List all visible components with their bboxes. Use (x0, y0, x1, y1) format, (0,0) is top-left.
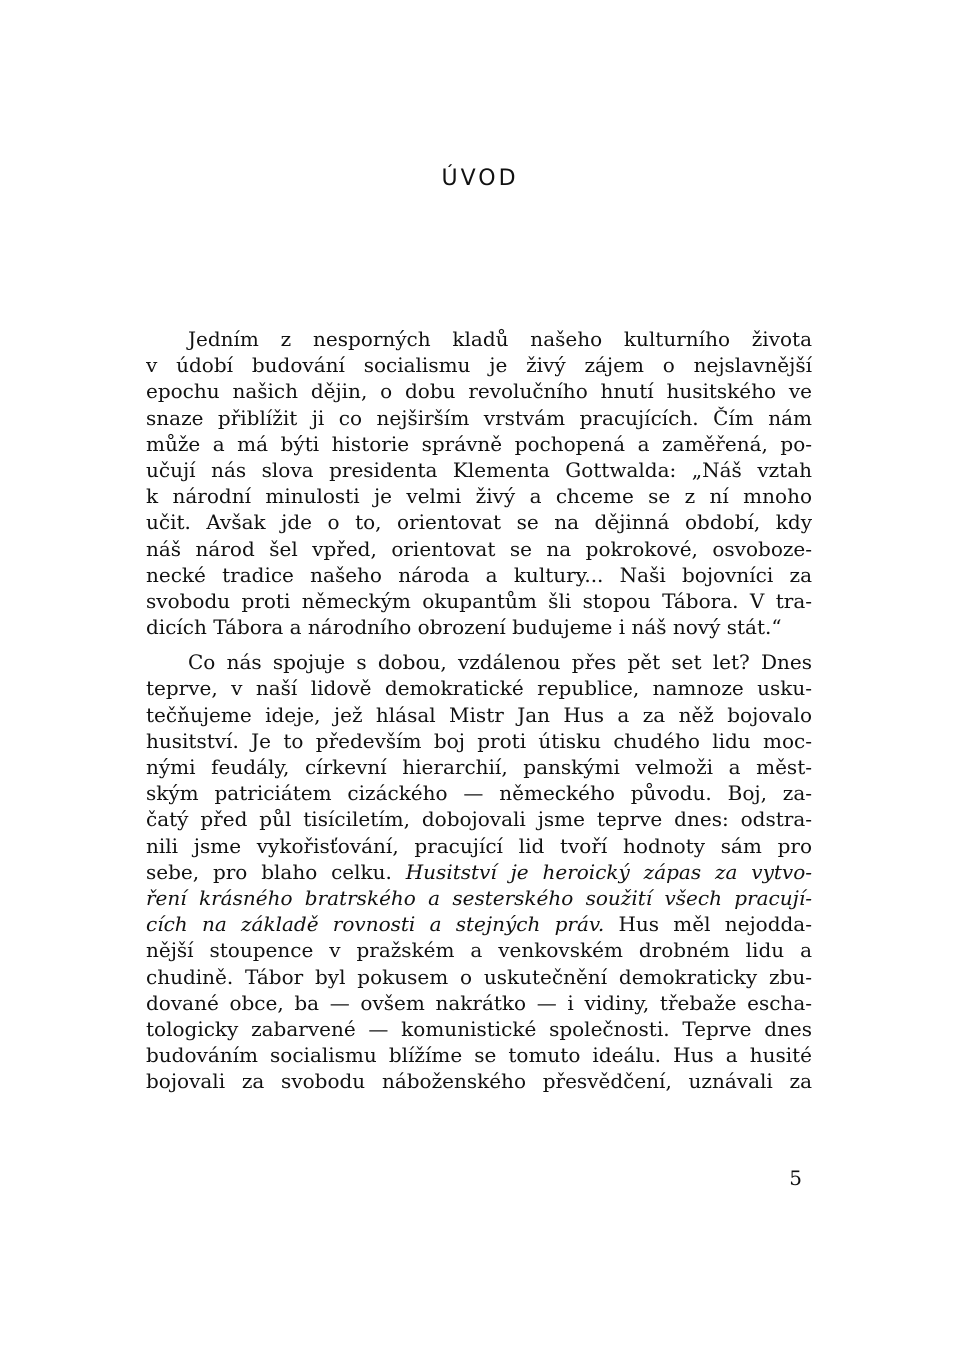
chapter-heading: ÚVOD (441, 166, 519, 191)
text-line: nili jsme vykořisťování, pracující lid tvoří hodnoty sám pro (146, 833, 812, 858)
text-line: snaze přiblížit ji co nejširším vrstvám pracujících. Čím nám (146, 405, 812, 430)
text-run: Hus měl nejodda- (604, 912, 812, 937)
text-line: v údobí budování socialismu je živý zájem o nejslavnější (146, 353, 812, 378)
text-line: tologicky zabarvené — komunistické společnosti. Teprve dnes (146, 1016, 812, 1041)
text-line: necké tradice našeho národa a kultury... Naši bojovníci za (146, 562, 812, 587)
text-line: učují nás slova presidenta Klementa Gottwalda: „Náš vztah (146, 457, 812, 482)
text-line: Jedním z nesporných kladů našeho kulturního života (188, 327, 812, 351)
text-line: husitství. Je to především boj proti útisku chudého lidu moc- (146, 728, 812, 753)
text-line: ským patriciátem cizáckého — německého původu. Boj, za- (146, 781, 812, 806)
text-line: nými feudály, církevní hierarchií, panskými velmoži a měst- (146, 755, 812, 779)
page-number: 5 (789, 1166, 802, 1190)
body-text (146, 326, 812, 1094)
emphasis-run: Husitství je heroický zápas za vytvo- (405, 859, 812, 884)
text-line: svobodu proti německým okupantům šli stopou Tábora. V tra- (146, 588, 812, 613)
text-run: sebe, pro blaho celku. (146, 859, 406, 884)
text-line: chudině. Tábor byl pokusem o uskutečnění demokraticky zbu- (146, 964, 812, 989)
text-line: Co nás spojuje s dobou, vzdálenou přes pět set let? Dnes (188, 650, 812, 675)
text-line: čatý před půl tisíciletím, dobojovali jsme teprve dnes: odstra- (146, 807, 812, 832)
text-line: teprve, v naší lidově demokratické republice, namnoze usku- (146, 676, 812, 701)
text-line: dované obce, ba — ovšem nakrátko — i vidiny, třebaže escha- (146, 990, 812, 1015)
text-line-mixed (146, 859, 812, 885)
text-line: náš národ šel vpřed, orientovat se na pokrokové, osvoboze- (146, 536, 812, 561)
text-line: epochu našich dějin, o dobu revolučního hnutí husitského ve (146, 379, 812, 404)
emphasis-run: cích na základě rovnosti a stejných práv. (146, 912, 605, 937)
text-line: dicích Tábora a národního obrození budujeme i náš nový stát.“ (146, 615, 782, 640)
text-line: učit. Avšak jde o to, orientovat se na dějinná období, kdy (146, 510, 812, 535)
text-line-mixed (146, 885, 812, 911)
text-line: budováním socialismu blížíme se tomuto ideálu. Hus a husité (146, 1043, 812, 1068)
text-line: nější stoupence v pražském a venkovském drobném lidu a (146, 938, 812, 963)
emphasis-run: ření krásného bratrského a sesterského soužití všech pracují- (146, 885, 812, 910)
text-line: tečňujeme ideje, jež hlásal Mistr Jan Hus a za něž bojovalo (146, 702, 812, 727)
text-line: k národní minulosti je velmi živý a chceme se z ní mnoho (146, 484, 812, 509)
text-line: může a má býti historie správně pochopená a zaměřená, po- (146, 431, 812, 456)
text-line-mixed (146, 911, 812, 937)
text-line: bojovali za svobodu náboženského přesvědčení, uznávali za (146, 1069, 812, 1094)
